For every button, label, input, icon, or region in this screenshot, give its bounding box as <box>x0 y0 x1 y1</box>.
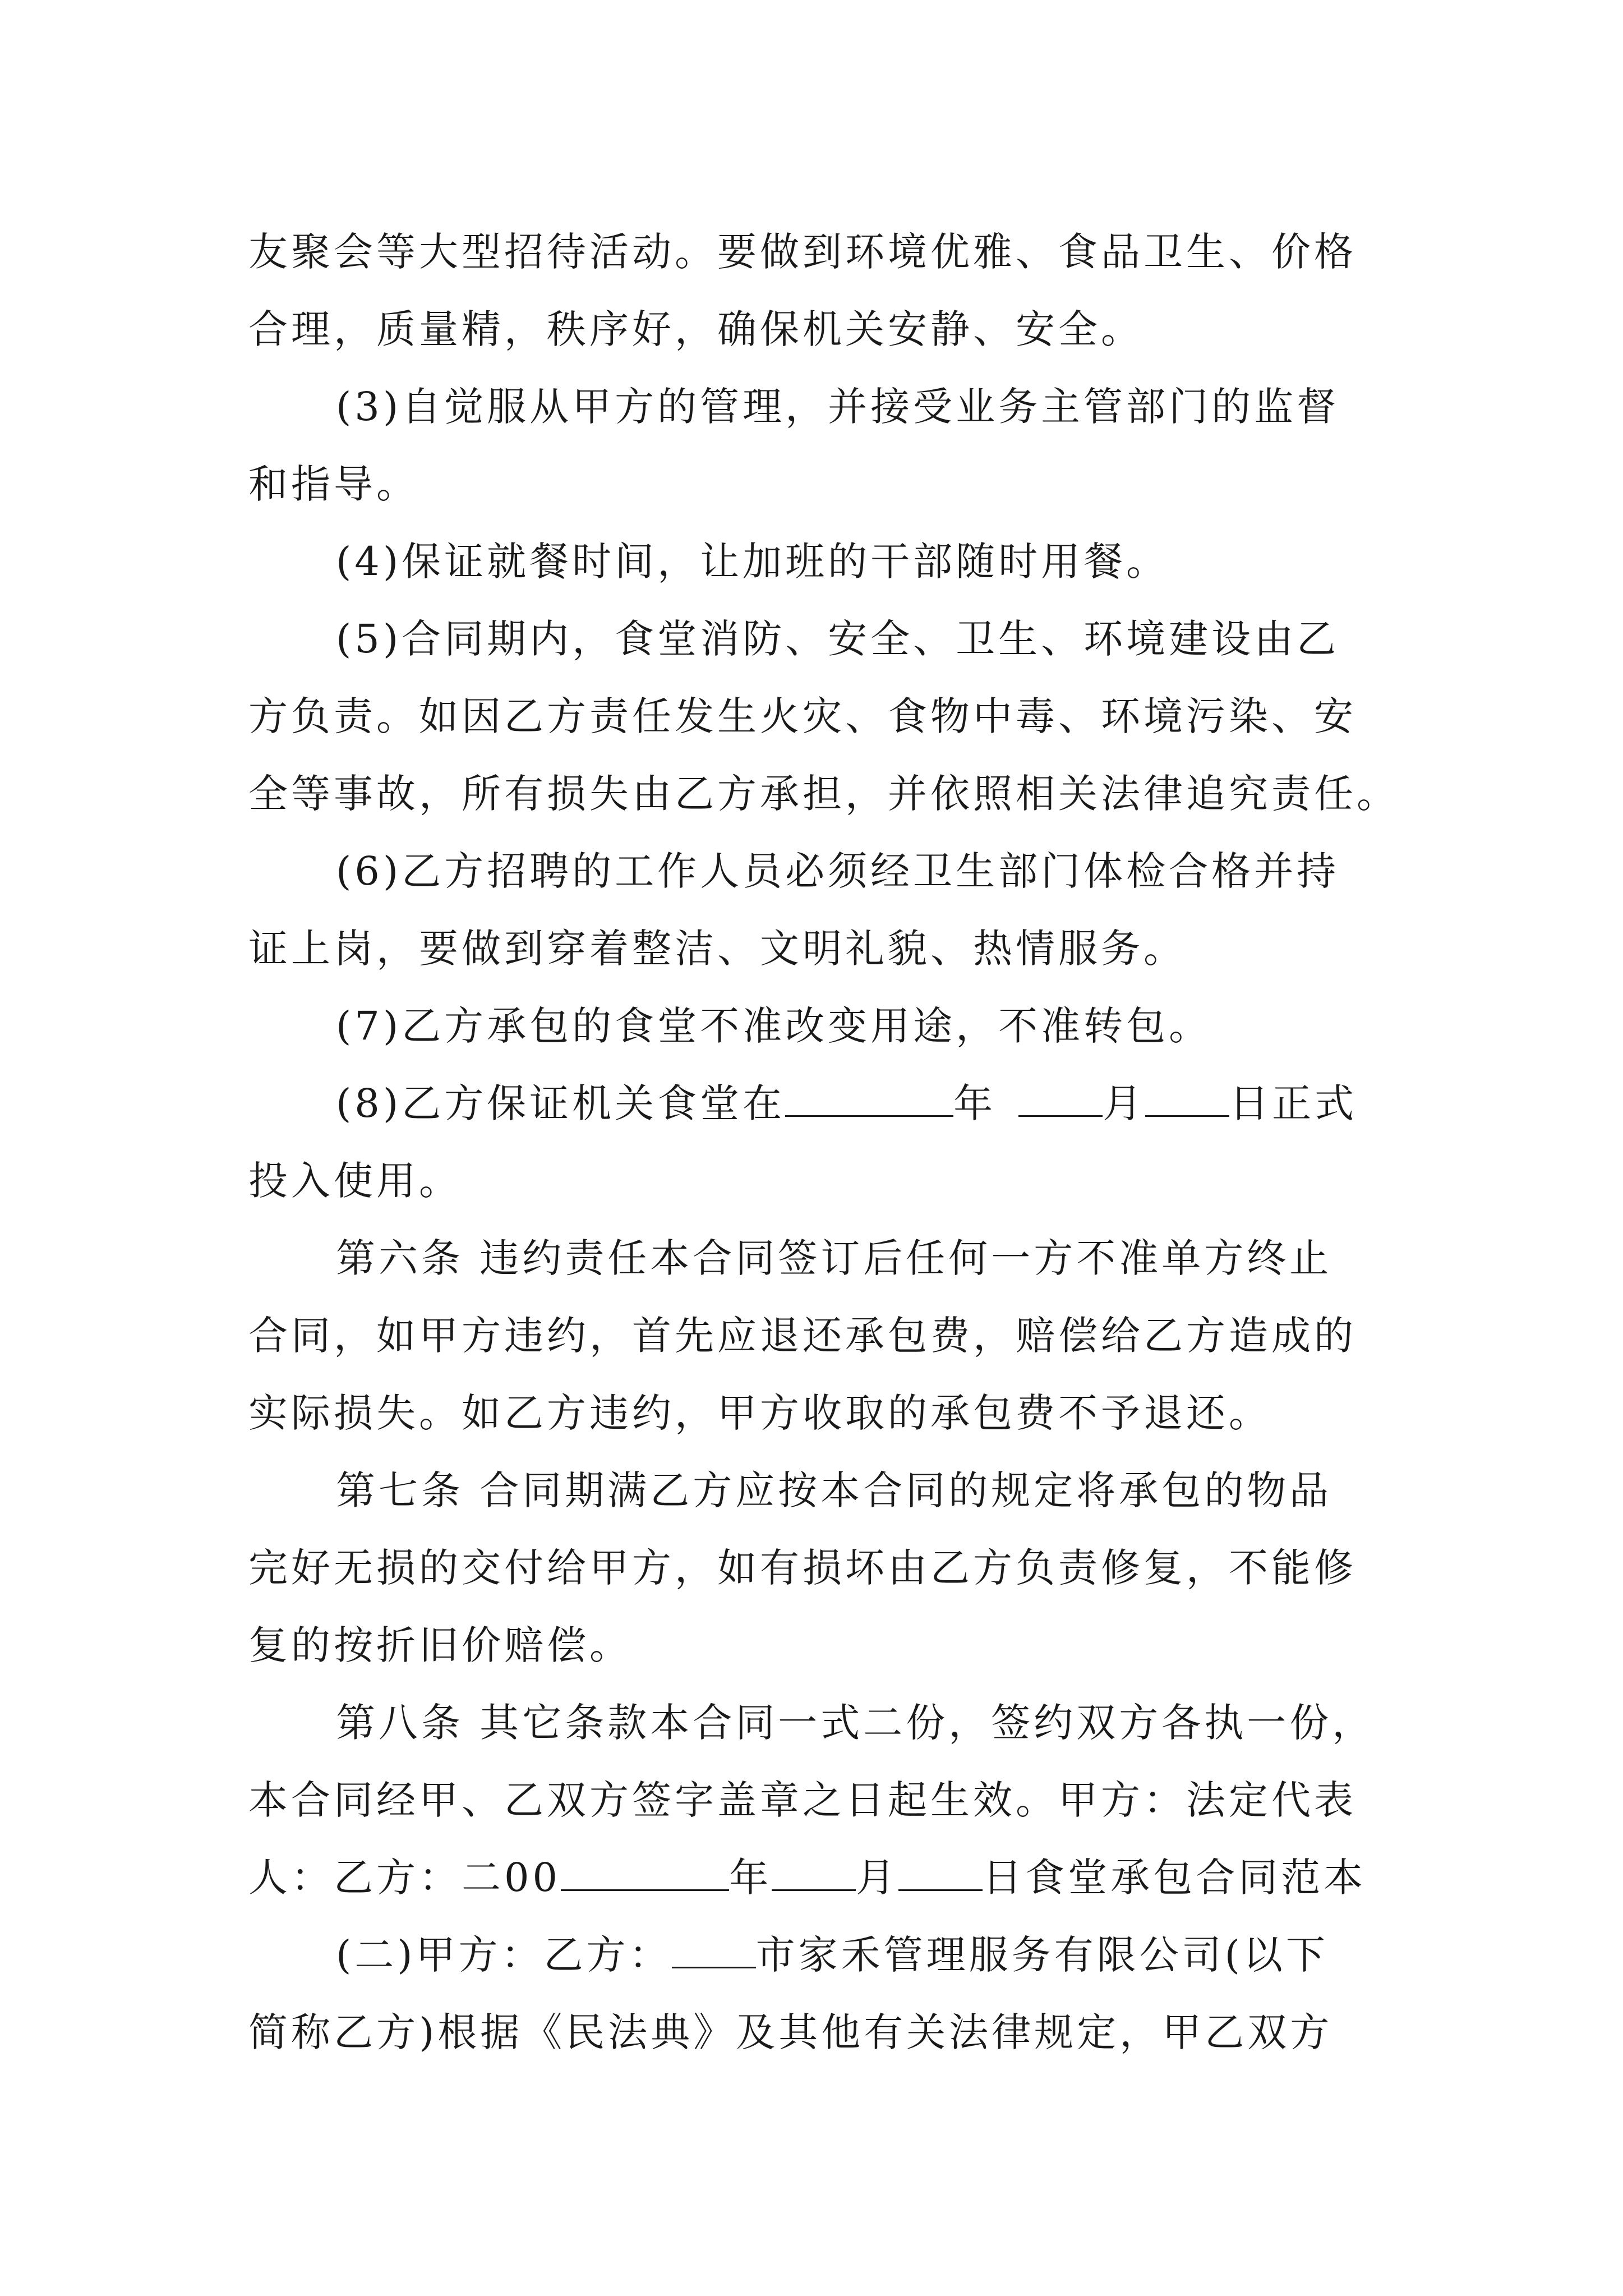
clause-8 <box>248 1065 1376 1142</box>
clause-6: (6)乙方招聘的工作人员必须经卫生部门体检合格并持 <box>336 848 1340 894</box>
parties-text: (二)甲方：乙方： <box>336 1932 672 1978</box>
month-blank <box>1018 1083 1103 1117</box>
signature-text: 人：乙方：二00 <box>248 1855 561 1901</box>
city-blank <box>672 1934 756 1968</box>
text-line: 复的按折旧价赔偿。 <box>248 1622 632 1668</box>
text-line: 实际损失。如乙方违约，甲方收取的承包费不予退还。 <box>248 1390 1271 1436</box>
year-label: 年 <box>953 1080 997 1126</box>
clause-4: (4)保证就餐时间，让加班的干部随时用餐。 <box>336 539 1169 585</box>
year-blank <box>785 1083 953 1117</box>
article-6: 第六条 违约责任本合同签订后任何一方不准单方终止 <box>336 1235 1332 1281</box>
article-7: 第七条 合同期满乙方应按本合同的规定将承包的物品 <box>336 1467 1332 1513</box>
signature-line <box>248 1839 1376 1916</box>
day-label: 日食堂承包合同范本 <box>983 1855 1367 1901</box>
text-line: 投入使用。 <box>248 1158 462 1204</box>
month-label: 月 <box>856 1855 899 1901</box>
month-blank <box>772 1857 856 1891</box>
text-line: 方负责。如因乙方责任发生火灾、食物中毒、环境污染、安 <box>248 693 1357 739</box>
text-line: 友聚会等大型招待活动。要做到环境优雅、食品卫生、价格 <box>248 229 1357 275</box>
clause-3: (3)自觉服从甲方的管理，并接受业务主管部门的监督 <box>336 384 1340 430</box>
day-blank <box>1145 1083 1229 1117</box>
year-blank <box>561 1857 729 1891</box>
text-line: 证上岗，要做到穿着整洁、文明礼貌、热情服务。 <box>248 926 1186 972</box>
text-line: 完好无损的交付给甲方，如有损坏由乙方负责修复，不能修 <box>248 1545 1357 1591</box>
day-label: 日正式 <box>1229 1080 1358 1126</box>
contract-body <box>248 213 1399 2071</box>
day-blank <box>898 1857 983 1891</box>
clause-7: (7)乙方承包的食堂不准改变用途，不准转包。 <box>336 1003 1212 1049</box>
clause-8-text: (8)乙方保证机关食堂在 <box>336 1080 786 1126</box>
clause-5: (5)合同期内，食堂消防、安全、卫生、环境建设由乙 <box>336 616 1340 662</box>
text-line: 全等事故，所有损失由乙方承担，并依照相关法律追究责任。 <box>248 771 1399 817</box>
text-line: 合同，如甲方违约，首先应退还承包费，赔偿给乙方造成的 <box>248 1313 1357 1359</box>
text-line: 合理，质量精，秩序好，确保机关安静、安全。 <box>248 306 1144 352</box>
text-line: 本合同经甲、乙双方签字盖章之日起生效。甲方：法定代表 <box>248 1777 1357 1823</box>
contract-two-header <box>248 1916 1376 1994</box>
text-line: 和指导。 <box>248 461 419 507</box>
company-text: 市家禾管理服务有限公司(以下 <box>755 1932 1329 1978</box>
text-line: 简称乙方)根据《民法典》及其他有关法律规定，甲乙双方 <box>248 2009 1333 2055</box>
month-label: 月 <box>1103 1080 1146 1126</box>
year-label: 年 <box>729 1855 772 1901</box>
article-8: 第八条 其它条款本合同一式二份，签约双方各执一份， <box>336 1700 1375 1746</box>
